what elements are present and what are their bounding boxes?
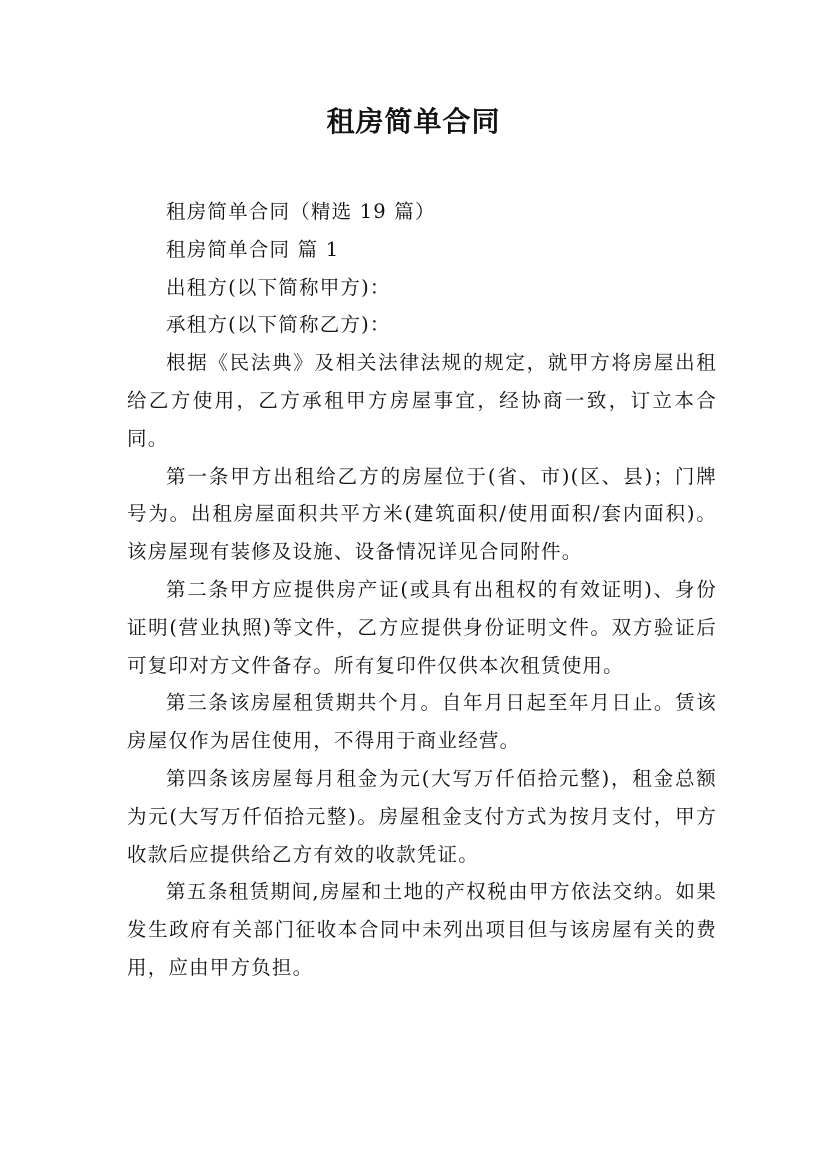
paragraph-subtitle: 租房简单合同（精选 19 篇） [166, 200, 436, 223]
paragraph-article-4: 第四条该房屋每月租金为元(大写万仟佰拾元整)，租金总额为元(大写万仟佰拾元整)。房屋租金支付方式为按月支付，甲方收款后应提供给乙方有效的收款凭证。 [127, 766, 717, 866]
document-body [127, 193, 717, 987]
paragraph-lessor: 出租方(以下简称甲方)： [166, 275, 391, 299]
paragraph-lessee: 承租方(以下简称乙方)： [166, 313, 391, 337]
paragraph-preamble: 根据《民法典》及相关法律法规的规定，就甲方将房屋出租给乙方使用，乙方承租甲方房屋事宜，经协商一致，订立本合同。 [127, 351, 717, 450]
document-title: 租房简单合同 [326, 105, 501, 138]
paragraph-article-2: 第二条甲方应提供房产证(或具有出租权的有效证明)、身份证明(营业执照)等文件，乙方应提供身份证明文件。双方验证后可复印对方文件备存。所有复印件仅供本次租赁使用。 [127, 577, 717, 677]
paragraph-section-heading: 租房简单合同 篇 1 [166, 237, 340, 261]
paragraph-article-5: 第五条租赁期间,房屋和土地的产权税由甲方依法交纳。如果发生政府有关部门征收本合同中未列出项目但与该房屋有关的费用，应由甲方负担。 [127, 880, 717, 979]
paragraph-article-3: 第三条该房屋租赁期共个月。自年月日起至年月日止。赁该房屋仅作为居住使用，不得用于商业经营。 [127, 691, 717, 753]
paragraph-article-1: 第一条甲方出租给乙方的房屋位于(省、市)(区、县)；门牌号为。出租房屋面积共平方米(建筑面积/使用面积/套内面积)。该房屋现有装修及设施、设备情况详见合同附件。 [127, 464, 717, 564]
